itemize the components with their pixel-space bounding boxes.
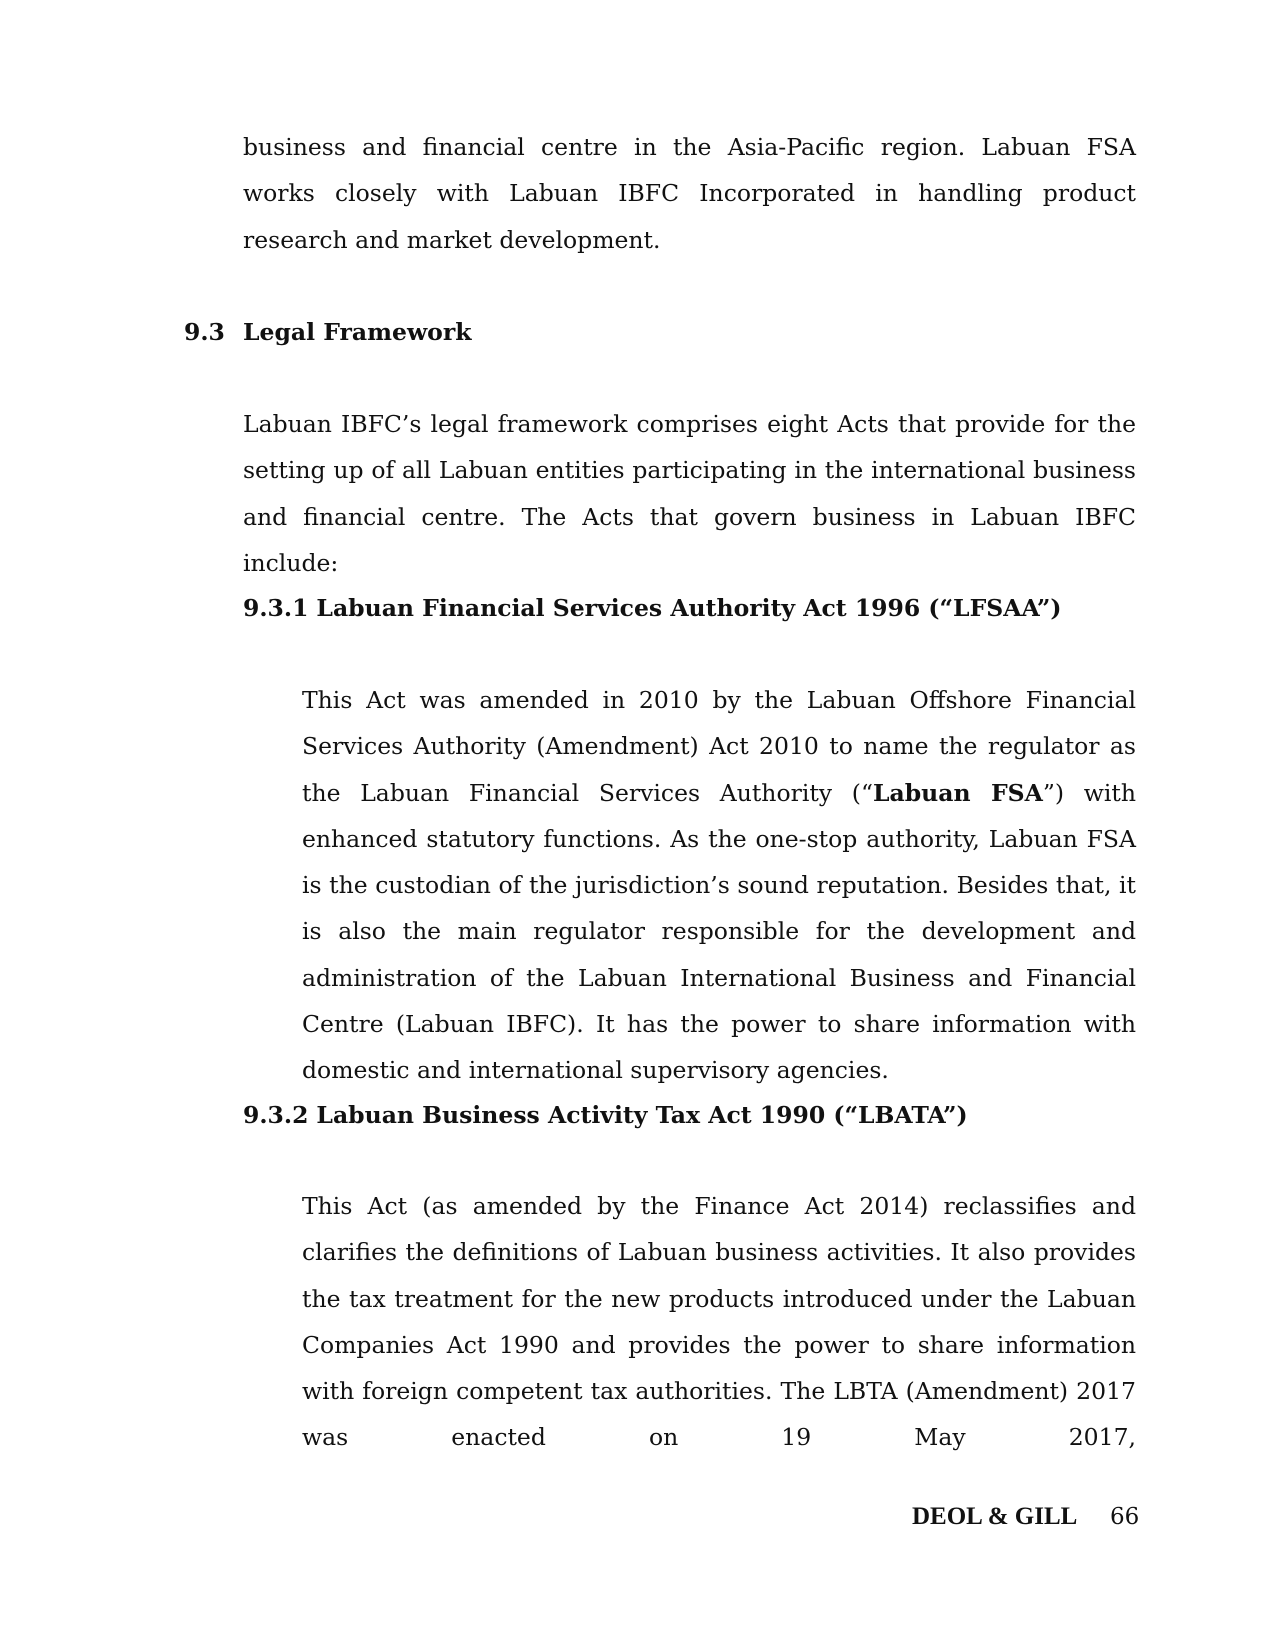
section-number-9-3-2: 9.3.2 (243, 1101, 309, 1129)
lfsaa-text-part2: ”) with enhanced statutory functions. As the one-stop authority, Labuan FSA is the custodian of the jurisdiction’s sound reputation. Besides that, it is also the main regulator responsible for the development and administration of the Labuan International Business and Financial Centre (Labuan IBFC). It has the power to share information with domestic and international supervisory agencies. (302, 778, 1136, 1085)
section-heading-9-3-1 (243, 593, 1062, 623)
continuation-paragraph: business and financial centre in the Asia-Pacific region. Labuan FSA works closely with Labuan IBFC Incorporated in handling product research and market development. (243, 133, 1136, 254)
legal-framework-intro-paragraph: Labuan IBFC’s legal framework comprises eight Acts that provide for the setting up of all Labuan entities participating in the international business and financial centre. The Acts that govern business in Labuan IBFC include: (243, 410, 1136, 577)
lfsaa-paragraph (302, 677, 1136, 1094)
section-title-legal-framework: Legal Framework (243, 318, 472, 346)
section-title-lfsaa: Labuan Financial Services Authority Act 1996 (“LFSAA”) (316, 594, 1062, 622)
section-number-9-3-1: 9.3.1 (243, 594, 309, 622)
lbata-paragraph: This Act (as amended by the Finance Act 2014) reclassifies and clarifies the definitions of Labuan business activities. It also provides the tax treatment for the new products introduced under the Labuan Companies Act 1990 and provides the power to share information with foreign competent tax authorities. The LBTA (Amendment) 2017 was enacted on 19 May 2017, (302, 1192, 1136, 1452)
section-title-lbata: Labuan Business Activity Tax Act 1990 (“LBATA”) (316, 1101, 968, 1129)
section-heading-9-3-2 (243, 1100, 968, 1130)
lfsaa-bold-term: Labuan FSA (872, 778, 1043, 807)
lfsaa-text-part1: This Act was amended in 2010 by the Labuan Offshore Financial Services Authority (Amendment) Act 2010 to name the regulator as the Labuan Financial Services Authority (“ (302, 686, 1136, 807)
footer-firm-name: DEOL & GILL (912, 1503, 1078, 1530)
footer-page-number: 66 (1110, 1504, 1140, 1530)
section-number-9-3: 9.3 (184, 318, 225, 346)
